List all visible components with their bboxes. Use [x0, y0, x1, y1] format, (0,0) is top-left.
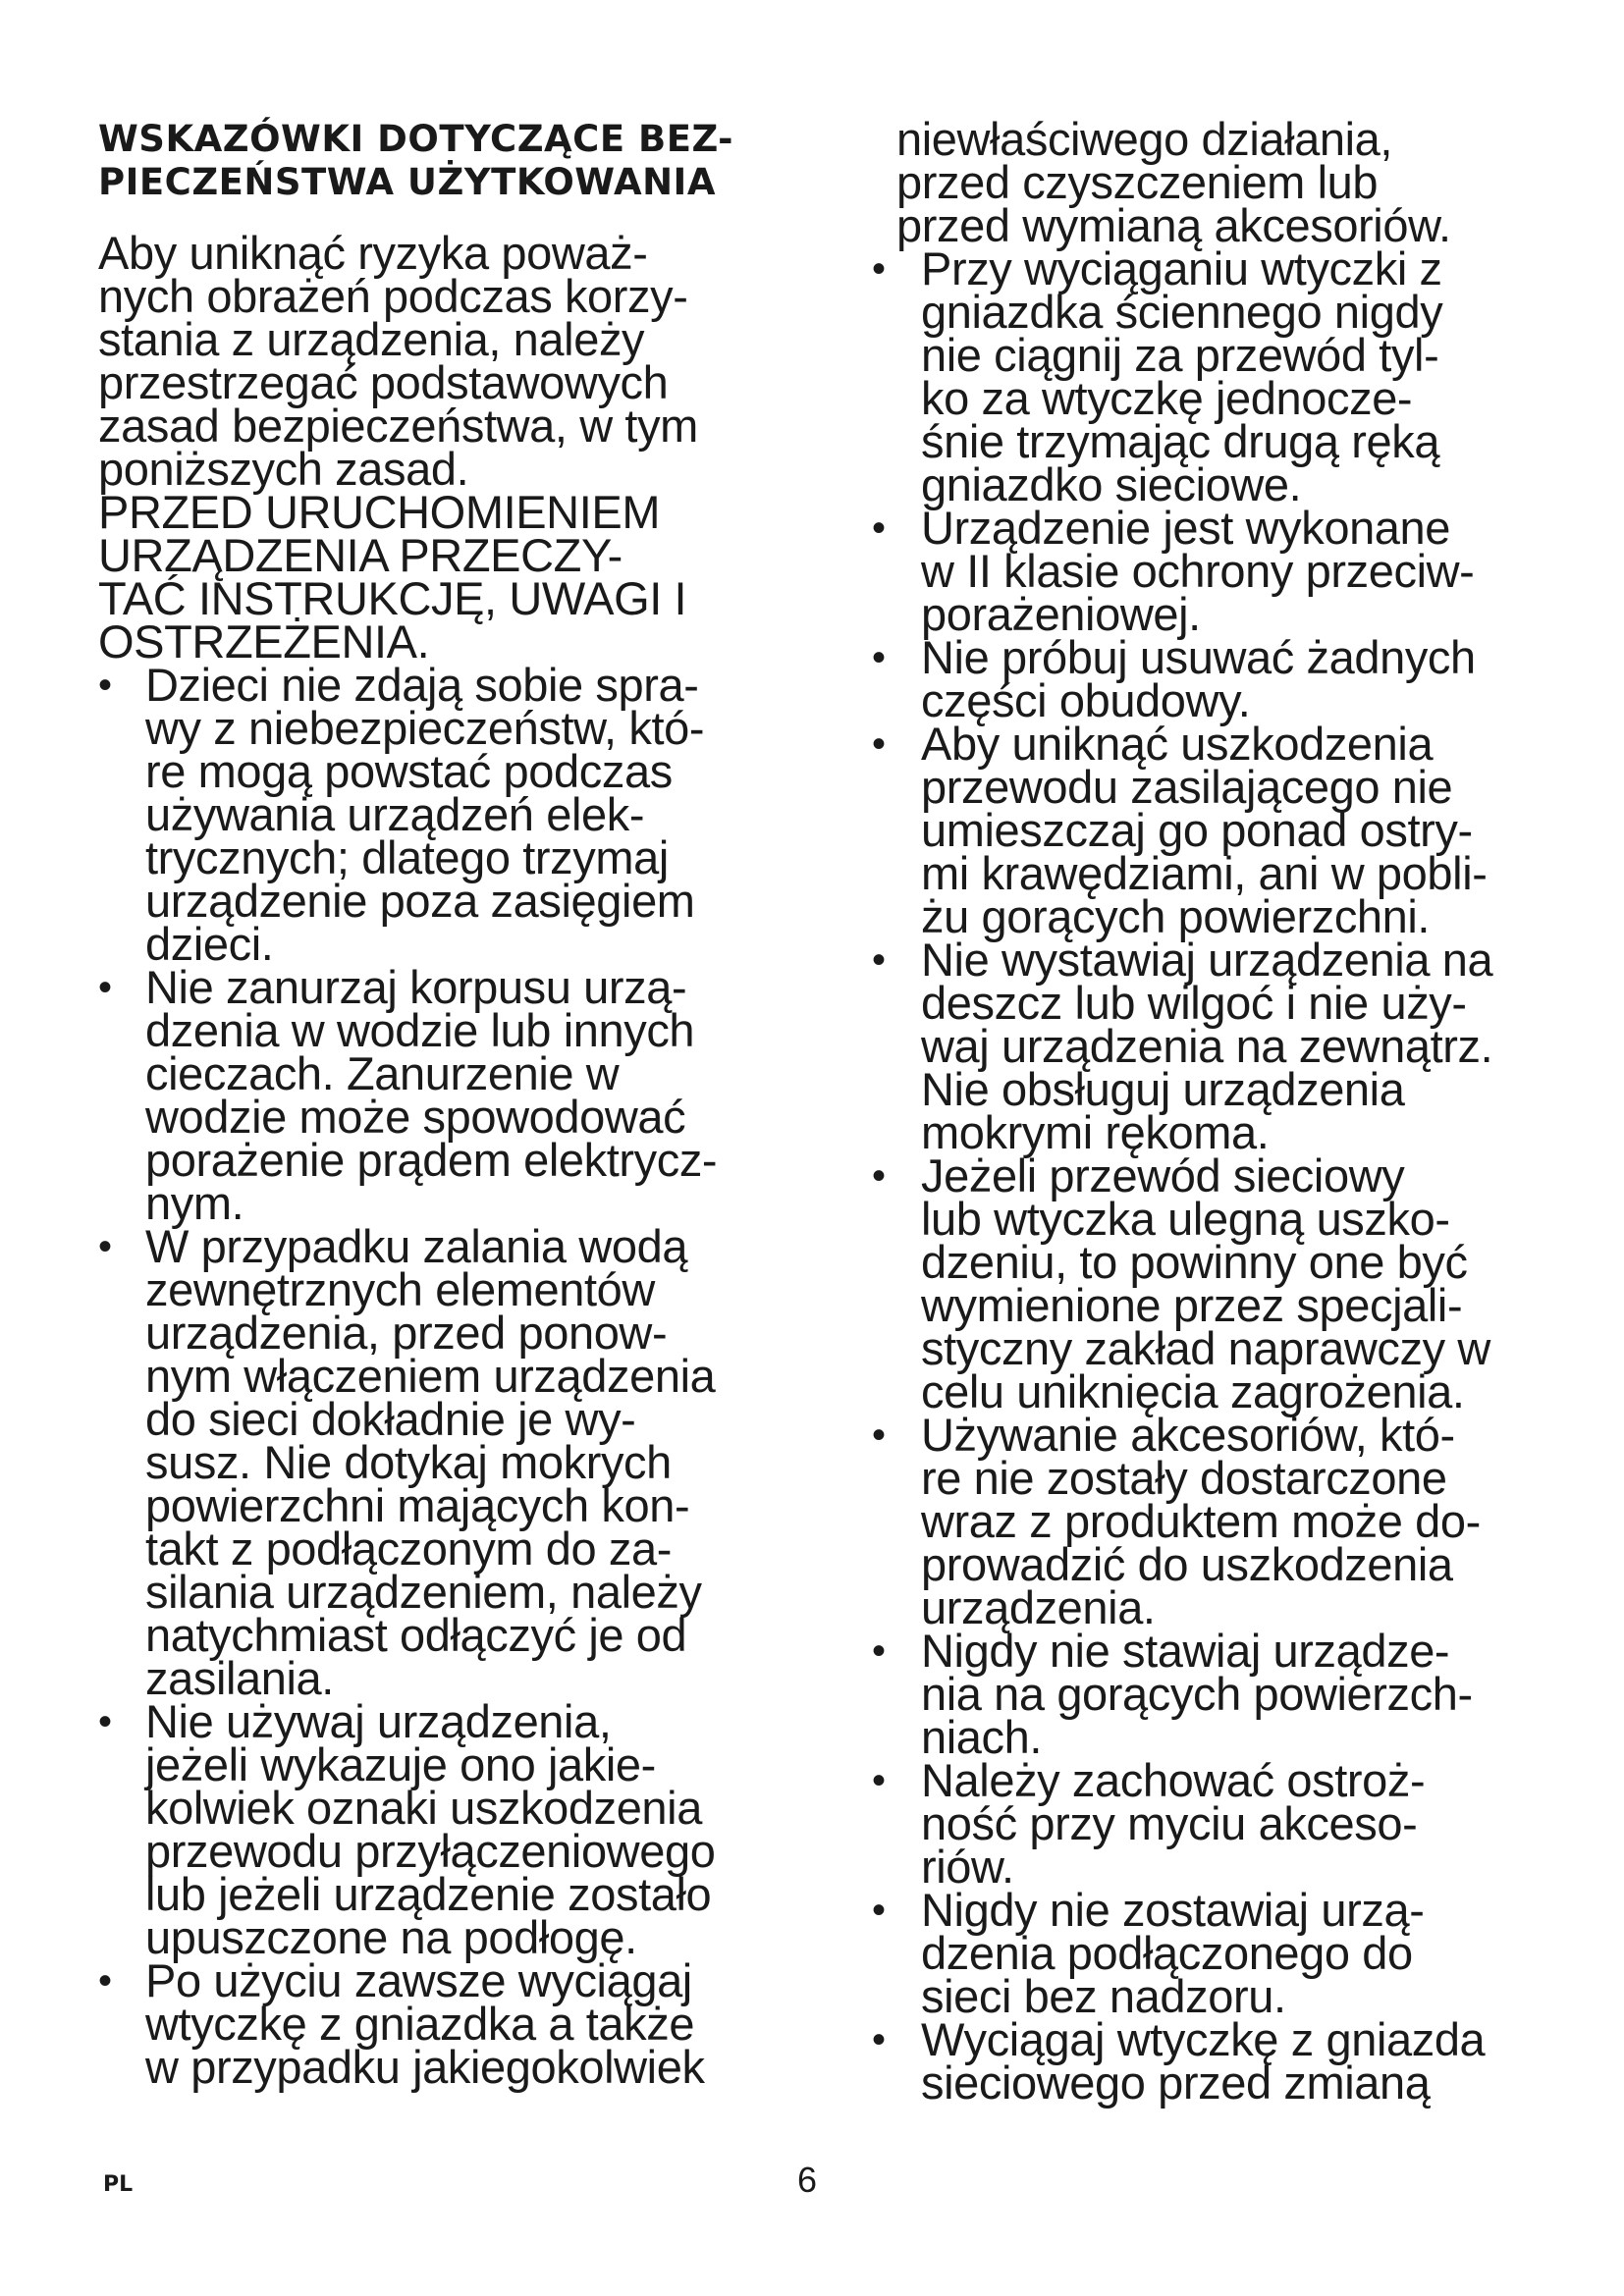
list-item: • Nie próbuj usuwać żadnych części obudowy. — [872, 636, 1549, 722]
list-item: • Po użyciu zawsze wyciągaj wtyczkę z gniazdka a także w przypadku jakiegokolwiek — [98, 1959, 815, 2089]
intro-paragraph: Aby uniknąć ryzyka poważ- nych obrażeń podczas korzy- stania z urządzenia, należy przestrzegać podstawowych zasad bezpieczeństwa, w tym poniższych zasad. — [98, 227, 698, 495]
list-item: • Przy wyciąganiu wtyczki z gniazdka ściennego nigdy nie ciągnij za przewód tyl- ko za wtyczkę jednocze- śnie trzymając drugą ręką gniazdko sieciowe. — [872, 247, 1549, 507]
list-item: • Nie wystawiaj urządzenia na deszcz lub wilgoć i nie uży- waj urządzenia na zewnątrz. Nie obsługuj urządzenia mokrymi rękoma. — [872, 938, 1549, 1154]
list-item: • Nie zanurzaj korpusu urzą- dzenia w wodzie lub innych cieczach. Zanurzenie w wodzie może spowodować porażenie prądem elektrycz- nym. — [98, 966, 815, 1225]
list-item: • Nigdy nie zostawiaj urzą- dzenia podłączonego do sieci bez nadzoru. — [872, 1889, 1549, 2018]
list-item: • Wyciągaj wtyczkę z gniazda sieciowego przed zmianą — [872, 2018, 1549, 2105]
language-label: PL — [103, 2172, 134, 2197]
list-item: • W przypadku zalania wodą zewnętrznych elementów urządzenia, przed ponow- nym włączeniem urządzenia do sieci dokładnie je wy- susz. Nie dotykaj mokrych powierzchni mających kon- takt z podłączonym do za- silania urządzeniem, należy natychmiast odłączyć je od zasilania. — [98, 1225, 815, 1700]
right-column — [872, 113, 1549, 2109]
left-column — [98, 118, 815, 2093]
left-safety-list — [98, 659, 815, 2093]
warning-paragraph: PRZED URUCHOMIENIEM URZĄDZENIA PRZECZY- TAĆ INSTRUKCJĘ, UWAGI I OSTRZEŻENIA. — [98, 486, 687, 667]
list-item: • Aby uniknąć uszkodzenia przewodu zasilającego nie umieszczaj go ponad ostry- mi krawędziami, ani w pobli- żu gorących powierzchni. — [872, 722, 1549, 938]
section-heading: WSKAZÓWKI DOTYCZĄCE BEZ- PIECZEŃSTWA UŻYTKOWANIA — [98, 118, 733, 203]
list-item: • Urządzenie jest wykonane w II klasie ochrony przeciw- porażeniowej. — [872, 507, 1549, 636]
page-number: 6 — [797, 2160, 818, 2200]
list-item: • Nie używaj urządzenia, jeżeli wykazuje ono jakie- kolwiek oznaki uszkodzenia przewodu przyłączeniowego lub jeżeli urządzenie zostało upuszczone na podłogę. — [98, 1700, 815, 1959]
list-item: • Dzieci nie zdają sobie spra- wy z niebezpieczeństw, któ- re mogą powstać podczas używania urządzeń elek- trycznych; dlatego trzymaj urządzenie poza zasięgiem dzieci. — [98, 664, 815, 966]
continued-item-text: niewłaściwego działania, przed czyszczeniem lub przed wymianą akcesoriów. — [896, 113, 1451, 251]
list-item: • Należy zachować ostroż- ność przy myciu akceso- riów. — [872, 1759, 1549, 1889]
list-item: • Jeżeli przewód sieciowy lub wtyczka ulegną uszko- dzeniu, to powinny one być wymienione przez specjali- styczny zakład naprawczy w celu uniknięcia zagrożenia. — [872, 1154, 1549, 1414]
right-safety-list — [872, 242, 1549, 2109]
list-item: • Nigdy nie stawiaj urządze- nia na gorących powierzch- niach. — [872, 1629, 1549, 1759]
list-item: • Używanie akcesoriów, któ- re nie zostały dostarczone wraz z produktem może do- prowadzić do uszkodzenia urządzenia. — [872, 1414, 1549, 1629]
